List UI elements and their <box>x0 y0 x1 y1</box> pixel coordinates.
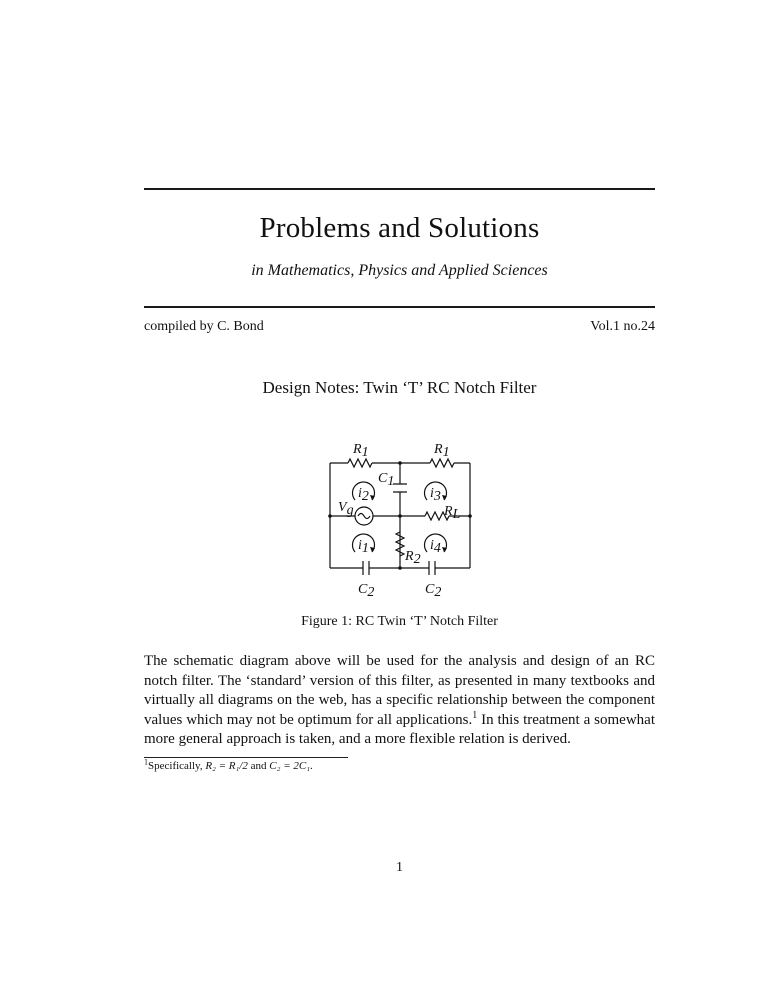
resistor-r1-left-symbol <box>348 459 372 467</box>
footnote-equation-2: C₂ = 2C₁ <box>269 760 311 772</box>
volume-number: Vol.1 no.24 <box>590 319 655 334</box>
figure-caption: Figure 1: RC Twin ‘T’ Notch Filter <box>301 614 498 629</box>
footnote <box>144 757 313 772</box>
footnote-divider <box>144 757 348 758</box>
header-bottom-rule <box>144 306 655 308</box>
label-i1: i1 <box>358 538 369 556</box>
label-r1-right: R1 <box>434 442 450 460</box>
body-paragraph <box>144 652 655 750</box>
resistor-r1-right-symbol <box>430 459 454 467</box>
capacitor-c2-left-symbol <box>363 561 369 575</box>
page-number: 1 <box>396 860 403 875</box>
capacitor-c1-symbol <box>393 484 407 492</box>
label-rl: RL <box>444 504 461 522</box>
footnote-reference[interactable]: 1 <box>472 709 478 721</box>
twin-t-circuit-diagram <box>300 430 500 605</box>
footnote-text-b: and <box>247 760 270 772</box>
footnote-mark: 1 <box>144 757 148 767</box>
journal-title: Problems and Solutions <box>259 212 540 244</box>
label-r2: R2 <box>405 549 421 567</box>
body-text-part-2: In this treatment a somewhat more general approach is taken, and a more flexible relation is derived. <box>144 711 655 747</box>
label-vg: Vg <box>338 500 354 518</box>
label-r1-left: R1 <box>353 442 369 460</box>
label-c2-left: C2 <box>358 582 375 600</box>
label-i4: i4 <box>430 538 441 556</box>
label-i3: i3 <box>430 486 441 504</box>
journal-subtitle: in Mathematics, Physics and Applied Sciences <box>251 262 548 279</box>
capacitor-c2-right-symbol <box>429 561 435 575</box>
label-c2-right: C2 <box>425 582 442 600</box>
section-title: Design Notes: Twin ‘T’ RC Notch Filter <box>262 378 537 397</box>
voltage-source-symbol <box>355 507 373 525</box>
label-c1: C1 <box>378 471 395 489</box>
header-top-rule <box>144 188 655 190</box>
body-text-part-1: The schematic diagram above will be used for the analysis and design of an RC notch filter. The ‘standard’ version of this filter, as presented in many textbooks and virtually all diagrams on the web, has a specific relationship between the component values which may not be optimum for all applications. <box>144 653 655 728</box>
label-i2: i2 <box>358 486 369 504</box>
footnote-equation-1: R₂ = R₁/2 <box>205 760 248 772</box>
author-line: compiled by C. Bond <box>144 319 264 334</box>
footnote-text-c: . <box>310 760 313 772</box>
footnote-text-a: Specifically, <box>148 760 206 772</box>
resistor-r2-symbol <box>396 532 404 556</box>
